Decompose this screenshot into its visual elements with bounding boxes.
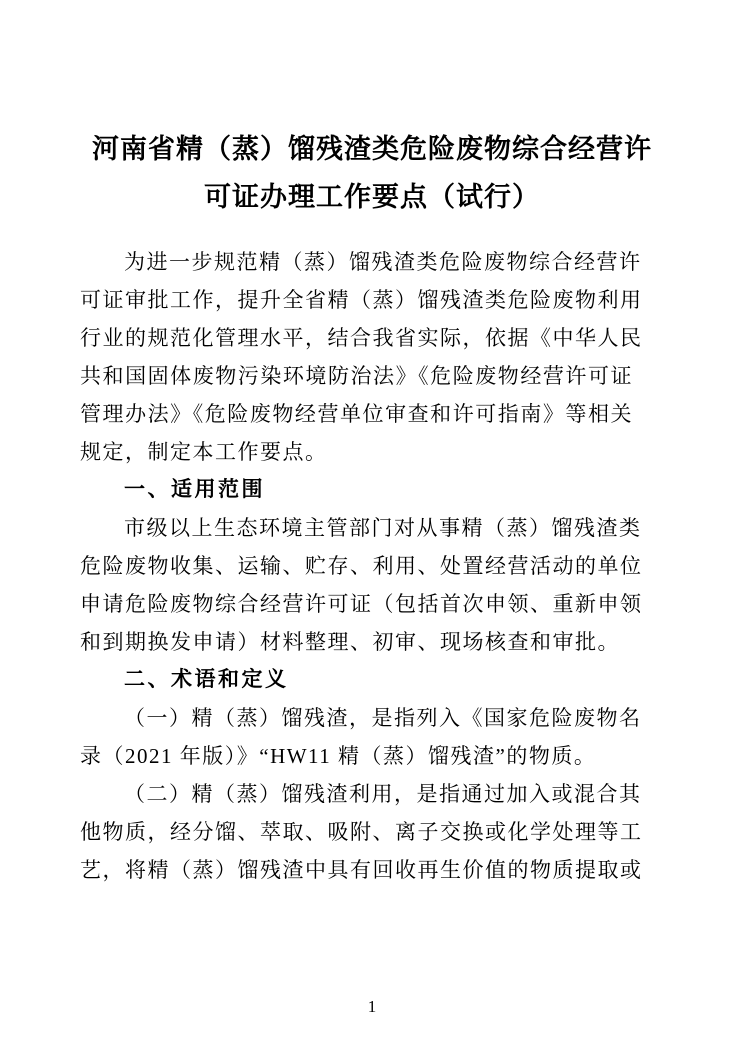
body-line: 为进一步规范精（蒸）馏残渣类危险废物综合经营许	[124, 250, 642, 274]
document-title-line-1: 河南省精（蒸）馏残渣类危险废物综合经营许	[92, 134, 652, 164]
body-line: 和到期换发申请）材料整理、初审、现场核查和审批。	[80, 630, 620, 654]
document-body	[80, 243, 643, 889]
body-line: 管理办法》《危险废物经营单位审查和许可指南》等相关	[80, 402, 633, 426]
body-line: 共和国固体废物污染环境防治法》《危险废物经营许可证	[80, 364, 633, 388]
body-line: 申请危险废物综合经营许可证（包括首次申领、重新申领	[80, 592, 643, 616]
body-line: 市级以上生态环境主管部门对从事精（蒸）馏残渣类	[124, 516, 642, 540]
body-line: 行业的规范化管理水平，结合我省实际，依据《中华人民	[80, 326, 643, 350]
body-line: 录（2021 年版）》“HW11 精（蒸）馏残渣”的物质。	[80, 744, 597, 768]
body-line: （一）精（蒸）馏残渣，是指列入《国家危险废物名	[124, 706, 642, 730]
document-title	[0, 125, 744, 221]
body-line: 危险废物收集、运输、贮存、利用、处置经营活动的单位	[80, 554, 643, 578]
document-title-line-2: 可证办理工作要点（试行）	[204, 182, 540, 212]
body-line: 可证审批工作，提升全省精（蒸）馏残渣类危险废物利用	[80, 288, 643, 312]
section-heading-2: 二、术语和定义	[124, 668, 289, 691]
body-line: 他物质，经分馏、萃取、吸附、离子交换或化学处理等工	[80, 820, 643, 844]
body-line: 艺，将精（蒸）馏残渣中具有回收再生价值的物质提取或	[80, 858, 643, 882]
body-line: 规定，制定本工作要点。	[80, 440, 328, 464]
section-heading-1: 一、适用范围	[124, 478, 265, 501]
page-number: 1	[367, 997, 377, 1016]
body-line: （二）精（蒸）馏残渣利用，是指通过加入或混合其	[124, 782, 642, 806]
